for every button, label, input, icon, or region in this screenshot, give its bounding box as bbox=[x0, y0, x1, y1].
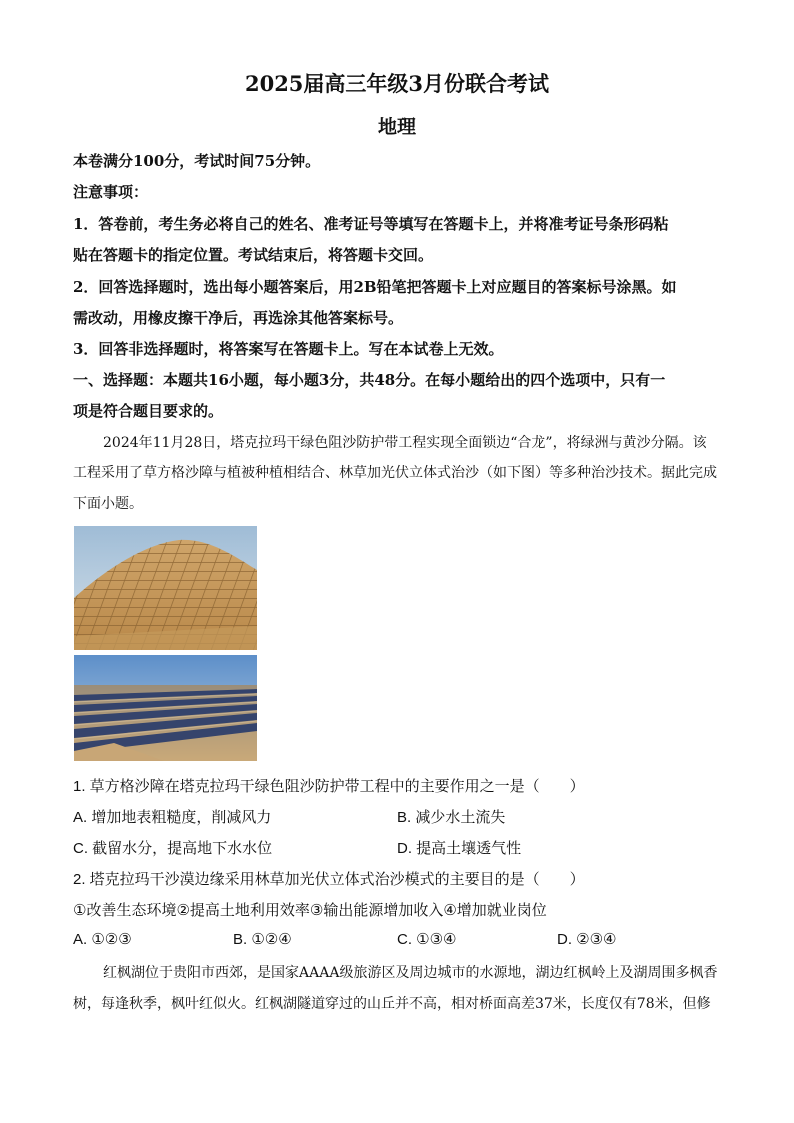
section-heading-line-2: 项是符合题目要求的。 bbox=[73, 402, 224, 420]
notes-heading: 注意事项： bbox=[73, 183, 149, 201]
solar-panels-photo-art bbox=[74, 655, 257, 761]
note-item-1-line-2: 贴在答题卡的指定位置。考试结束后，将答题卡交回。 bbox=[73, 246, 434, 264]
score-time-note: 本卷满分100分，考试时间75分钟。 bbox=[73, 152, 321, 170]
note-item-1-line-1: 1．答卷前，考生务必将自己的姓名、准考证号等填写在答题卡上，并将准考证号条形码粘 bbox=[73, 215, 669, 233]
question-2-option-c: C. ①③④ bbox=[397, 931, 457, 948]
note-item-2-line-2: 需改动，用橡皮擦干净后，再选涂其他答案标号。 bbox=[73, 309, 404, 327]
passage-1-line-2: 工程采用了草方格沙障与植被种植相结合、林草加光伏立体式治沙（如下图）等多种治沙技术。据此完成 bbox=[73, 465, 717, 481]
passage-1-line-3: 下面小题。 bbox=[73, 496, 143, 512]
question-2-statements: ①改善生态环境②提高土地利用效率③输出能源增加收入④增加就业岗位 bbox=[73, 902, 547, 919]
question-2-option-b: B. ①②④ bbox=[233, 931, 292, 948]
subject-title: 地理 bbox=[377, 116, 416, 138]
note-item-2-line-1: 2．回答选择题时，选出每小题答案后，用2B铅笔把答题卡上对应题目的答案标号涂黑。如 bbox=[73, 278, 677, 296]
straw-checkerboard-photo-art bbox=[74, 526, 257, 650]
solar-panel-photo bbox=[74, 655, 257, 761]
section-heading-line-1: 一、选择题：本题共16小题，每小题3分，共48分。在每小题给出的四个选项中，只有一 bbox=[73, 371, 666, 389]
question-2-option-d: D. ②③④ bbox=[557, 931, 617, 948]
question-1-option-b: B. 减少水土流失 bbox=[397, 809, 506, 826]
note-item-3: 3．回答非选择题时，将答案写在答题卡上。写在本试卷上无效。 bbox=[73, 340, 504, 358]
passage-2-line-2: 树，每逢秋季，枫叶红似火。红枫湖隧道穿过的山丘并不高，相对桥面高差37米，长度仅有78米，但修 bbox=[73, 996, 711, 1012]
question-1-stem: 1. 草方格沙障在塔克拉玛干绿色阻沙防护带工程中的主要作用之一是（ ） bbox=[73, 778, 585, 795]
passage-2-line-1: 红枫湖位于贵阳市西郊，是国家AAAA级旅游区及周边城市的水源地，湖边红枫岭上及湖周围多枫香 bbox=[103, 965, 718, 981]
sand-barrier-photo bbox=[74, 526, 257, 650]
passage-1-line-1: 2024年11月28日，塔克拉玛干绿色阻沙防护带工程实现全面锁边“合龙”，将绿洲与黄沙分隔。该 bbox=[103, 435, 707, 451]
question-1-option-a: A. 增加地表粗糙度，削减风力 bbox=[73, 809, 272, 826]
question-2-option-a: A. ①②③ bbox=[73, 931, 132, 948]
question-2-stem: 2. 塔克拉玛干沙漠边缘采用林草加光伏立体式治沙模式的主要目的是（ ） bbox=[73, 871, 585, 888]
exam-title: 2025届高三年级3月份联合考试 bbox=[244, 71, 550, 96]
question-1-option-c: C. 截留水分，提高地下水水位 bbox=[73, 840, 273, 857]
question-1-option-d: D. 提高土壤透气性 bbox=[397, 840, 522, 857]
